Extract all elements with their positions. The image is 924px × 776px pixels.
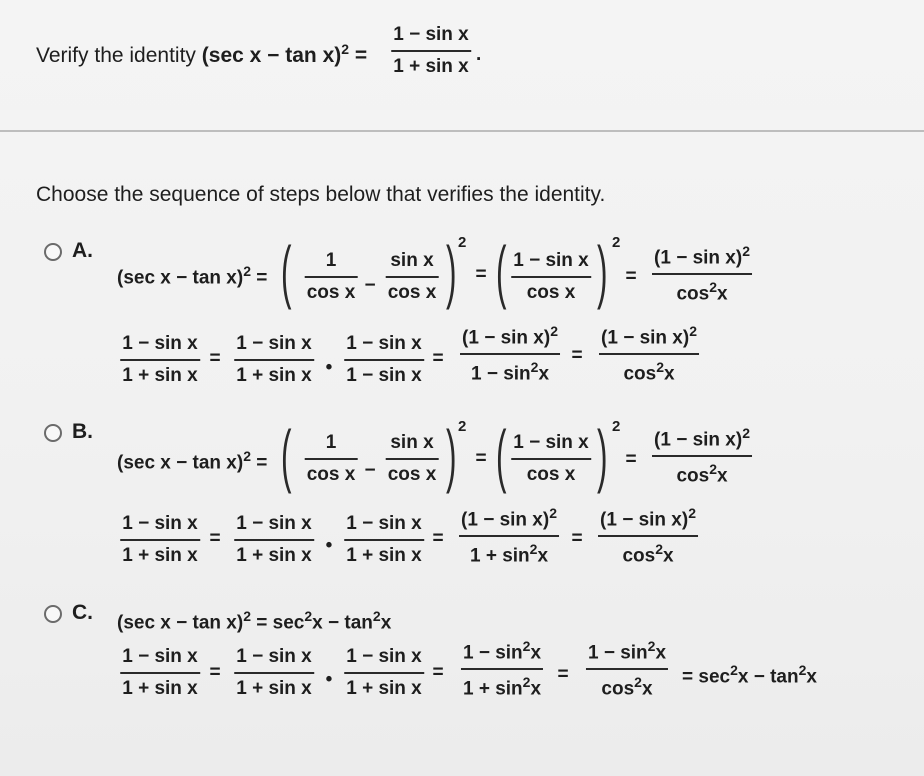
fraction-bar xyxy=(344,359,424,361)
numerator: 1 − sin x xyxy=(122,513,198,534)
minus: − xyxy=(364,460,376,481)
equals: = xyxy=(571,345,583,366)
exponent: 2 xyxy=(522,638,531,654)
c-l2-frac3 xyxy=(344,646,424,700)
equals: = xyxy=(256,267,268,289)
option-b-radio[interactable] xyxy=(44,424,62,442)
c-line1 xyxy=(117,608,391,634)
denominator: cos x xyxy=(306,282,356,303)
denominator-text: cos xyxy=(676,465,710,487)
exponent: 2 xyxy=(634,674,642,691)
fraction-bar xyxy=(234,359,314,361)
equals: = xyxy=(625,449,637,470)
numerator: sin x xyxy=(390,250,434,271)
fraction-bar xyxy=(234,672,314,674)
variable: x xyxy=(641,678,653,700)
denominator: cos x xyxy=(387,464,437,485)
option-c-radio[interactable] xyxy=(44,605,62,623)
question-lhs: (sec x − tan x) xyxy=(201,44,342,67)
fraction-bar xyxy=(461,668,543,670)
c-l2-frac2 xyxy=(234,646,314,700)
sec-text: = sec xyxy=(256,612,305,634)
option-c-label: C. xyxy=(72,601,93,624)
instruction-text: Choose the sequence of steps below that verifies the identity. xyxy=(36,183,606,206)
a-line1-start xyxy=(117,263,267,289)
exponent: 2 xyxy=(612,234,621,251)
minus: − xyxy=(364,275,376,296)
denominator: 1 + sin x xyxy=(122,678,198,699)
b-l1-frac4 xyxy=(652,425,752,488)
denominator-text: cos xyxy=(601,678,635,700)
fraction-bar xyxy=(344,672,424,674)
denominator: 1 + sin x xyxy=(236,678,312,699)
exponent: 2 xyxy=(730,662,738,678)
variable: x xyxy=(530,642,542,664)
numerator-text: (1 − sin x) xyxy=(654,429,743,451)
denominator xyxy=(621,359,676,385)
a-l1-frac4 xyxy=(652,243,752,306)
numerator-text: (1 − sin x) xyxy=(601,327,690,349)
question-exponent: 2 xyxy=(341,41,350,57)
denominator: cos x xyxy=(306,464,356,485)
denominator-text: 1 + sin xyxy=(469,545,530,567)
exponent: 2 xyxy=(243,448,251,464)
prompt-prefix: Verify the identity xyxy=(36,44,202,67)
exponent: 2 xyxy=(689,323,697,339)
numerator xyxy=(586,638,668,664)
numerator: 1 − sin x xyxy=(236,646,312,667)
lhs-text: (sec x − tan x) xyxy=(117,612,244,634)
denominator-text: 1 + sin xyxy=(462,678,523,700)
a-l2-frac3 xyxy=(344,333,424,387)
fraction-bar xyxy=(511,458,591,460)
numerator: 1 − sin x xyxy=(513,432,589,453)
a-l1-frac1 xyxy=(305,250,358,304)
exponent: 2 xyxy=(688,505,696,521)
variable: x xyxy=(662,545,674,567)
left-paren: ( xyxy=(281,232,292,310)
right-paren: ) xyxy=(446,416,457,494)
equals: = xyxy=(256,452,268,474)
fraction-bar xyxy=(344,539,424,541)
option-a-label: A. xyxy=(72,239,93,262)
exponent: 2 xyxy=(550,323,558,339)
numerator: 1 − sin x xyxy=(236,513,312,534)
denominator xyxy=(468,541,550,567)
equals: = xyxy=(625,266,637,287)
exponent: 2 xyxy=(655,541,663,558)
exponent: 2 xyxy=(742,425,750,441)
a-l1-frac3 xyxy=(511,250,591,304)
fraction-bar xyxy=(586,668,668,670)
numerator: 1 − sin x xyxy=(393,24,469,45)
left-paren: ( xyxy=(496,416,507,494)
exponent: 2 xyxy=(742,243,750,259)
lhs-text: (sec x − tan x) xyxy=(117,267,244,289)
denominator: cos x xyxy=(526,282,576,303)
equals: = xyxy=(432,348,444,369)
numerator: 1 − sin x xyxy=(236,333,312,354)
lhs-text: (sec x − tan x) xyxy=(117,452,244,474)
b-l2-frac4 xyxy=(459,505,559,568)
variable: x xyxy=(530,678,542,700)
c-l2-tail xyxy=(682,662,817,688)
exponent: 2 xyxy=(243,608,251,624)
b-l1-frac3 xyxy=(511,432,591,486)
numerator: 1 − sin x xyxy=(122,333,198,354)
b-l1-frac2 xyxy=(386,432,439,486)
numerator xyxy=(599,323,699,349)
numerator-text: 1 − sin xyxy=(587,642,648,664)
b-l2-frac3 xyxy=(344,513,424,567)
numerator: 1 − sin x xyxy=(346,333,422,354)
denominator xyxy=(674,279,729,305)
tan-text: x − tan xyxy=(312,612,373,634)
fraction-bar xyxy=(305,458,358,460)
equals: = xyxy=(571,528,583,549)
denominator: 1 + sin x xyxy=(236,365,312,386)
equals: = xyxy=(432,528,444,549)
equals: = xyxy=(557,664,569,685)
denominator xyxy=(620,541,675,567)
numerator xyxy=(459,505,559,531)
denominator-text: cos xyxy=(676,283,710,305)
divider xyxy=(0,130,924,132)
numerator-text: (1 − sin x) xyxy=(600,509,689,531)
fraction-bar xyxy=(386,458,439,460)
denominator xyxy=(469,359,551,385)
right-paren: ) xyxy=(446,232,457,310)
variable: x xyxy=(655,642,667,664)
numerator-text: 1 − sin xyxy=(462,642,523,664)
denominator: 1 + sin x xyxy=(122,545,198,566)
b-l1-frac1 xyxy=(305,432,358,486)
exponent: 2 xyxy=(656,359,664,376)
b-line1-start xyxy=(117,448,267,474)
question-rhs-fraction xyxy=(391,24,471,78)
c-l2-frac4 xyxy=(461,638,543,701)
fraction-bar xyxy=(652,273,752,275)
exponent: 2 xyxy=(709,461,717,478)
equals: = xyxy=(209,528,221,549)
tan-text: x − tan xyxy=(737,666,799,688)
option-a-radio[interactable] xyxy=(44,243,62,261)
question-equals: = xyxy=(354,44,368,67)
exponent: 2 xyxy=(243,263,251,279)
exponent: 2 xyxy=(304,608,313,624)
fraction-bar xyxy=(305,276,358,278)
denominator: 1 + sin x xyxy=(236,545,312,566)
a-l2-frac1 xyxy=(120,333,200,387)
equals: = xyxy=(432,662,444,683)
fraction-bar xyxy=(234,539,314,541)
denominator xyxy=(599,674,654,700)
numerator xyxy=(652,425,752,451)
numerator: 1 − sin x xyxy=(513,250,589,271)
denominator: 1 + sin x xyxy=(393,56,469,77)
exponent: 2 xyxy=(647,638,656,654)
numerator-text: (1 − sin x) xyxy=(462,327,551,349)
equals: = xyxy=(209,662,221,683)
exponent: 2 xyxy=(529,541,538,558)
c-l2-frac1 xyxy=(120,646,200,700)
numerator: sin x xyxy=(390,432,434,453)
variable: x xyxy=(716,283,728,305)
numerator-text: (1 − sin x) xyxy=(654,247,743,269)
exponent: 2 xyxy=(798,662,807,678)
exponent: 2 xyxy=(709,279,717,296)
fraction-bar xyxy=(120,672,200,674)
denominator xyxy=(461,674,543,700)
numerator xyxy=(460,323,560,349)
exponent: 2 xyxy=(372,608,381,624)
a-l2-frac2 xyxy=(234,333,314,387)
variable: x xyxy=(663,363,675,385)
sec-text: = sec xyxy=(682,666,731,688)
denominator: 1 + sin x xyxy=(346,678,422,699)
b-l2-frac2 xyxy=(234,513,314,567)
numerator xyxy=(598,505,698,531)
times-dot: • xyxy=(325,357,333,378)
fraction-bar xyxy=(391,50,471,52)
left-paren: ( xyxy=(496,232,507,310)
a-l2-frac5 xyxy=(599,323,699,386)
fraction-bar xyxy=(511,276,591,278)
question-period: . xyxy=(476,44,482,65)
question-prompt xyxy=(36,41,367,68)
numerator: 1 xyxy=(325,250,337,271)
variable: x xyxy=(380,612,392,634)
c-l2-frac5 xyxy=(586,638,668,701)
variable: x xyxy=(716,465,728,487)
denominator: 1 + sin x xyxy=(346,545,422,566)
denominator: 1 − sin x xyxy=(346,365,422,386)
a-l1-frac2 xyxy=(386,250,439,304)
times-dot: • xyxy=(325,669,333,690)
fraction-bar xyxy=(599,353,699,355)
variable: x xyxy=(537,545,549,567)
equals: = xyxy=(475,448,487,469)
left-paren: ( xyxy=(281,416,292,494)
numerator-text: (1 − sin x) xyxy=(461,509,550,531)
exponent: 2 xyxy=(549,505,557,521)
exponent: 2 xyxy=(458,234,467,251)
right-paren: ) xyxy=(597,232,608,310)
b-l2-frac5 xyxy=(598,505,698,568)
numerator: 1 − sin x xyxy=(346,513,422,534)
a-l2-frac4 xyxy=(460,323,560,386)
fraction-bar xyxy=(459,535,559,537)
equals: = xyxy=(209,348,221,369)
numerator xyxy=(652,243,752,269)
option-b-label: B. xyxy=(72,420,93,443)
fraction-bar xyxy=(120,359,200,361)
fraction-bar xyxy=(652,455,752,457)
right-paren: ) xyxy=(597,416,608,494)
numerator: 1 − sin x xyxy=(122,646,198,667)
numerator: 1 − sin x xyxy=(346,646,422,667)
denominator: cos x xyxy=(526,464,576,485)
variable: x xyxy=(538,363,550,385)
b-l2-frac1 xyxy=(120,513,200,567)
equals: = xyxy=(475,264,487,285)
fraction-bar xyxy=(460,353,560,355)
denominator-text: cos xyxy=(622,545,656,567)
denominator xyxy=(674,461,729,487)
variable: x xyxy=(806,666,817,688)
denominator-text: cos xyxy=(623,363,657,385)
exponent: 2 xyxy=(522,674,531,691)
exponent: 2 xyxy=(530,359,539,376)
exponent: 2 xyxy=(612,418,621,435)
fraction-bar xyxy=(598,535,698,537)
times-dot: • xyxy=(325,535,333,556)
fraction-bar xyxy=(386,276,439,278)
exponent: 2 xyxy=(458,418,467,435)
denominator-text: 1 − sin xyxy=(470,363,531,385)
numerator xyxy=(461,638,543,664)
fraction-bar xyxy=(120,539,200,541)
denominator: 1 + sin x xyxy=(122,365,198,386)
denominator: cos x xyxy=(387,282,437,303)
numerator: 1 xyxy=(325,432,337,453)
